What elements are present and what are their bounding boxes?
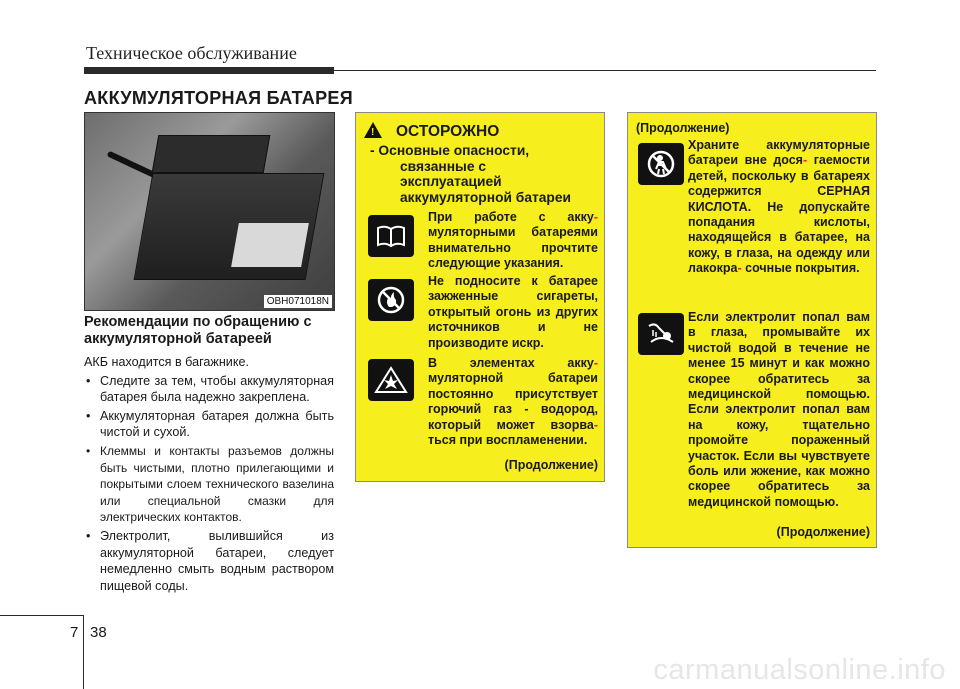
warning-subtitle-line: - Основные опасности, xyxy=(370,143,530,158)
warning-read-instructions xyxy=(428,210,598,272)
hyphen-mark: - xyxy=(593,417,598,432)
recommendations-intro: АКБ находится в багажнике. xyxy=(84,355,249,369)
header-rule xyxy=(334,70,876,71)
photo-battery-cover xyxy=(152,135,271,173)
text-fragment: гаемости детей, поскольку в батареях содержится СЕРНАЯ КИСЛОТА. Не допускайте попадания кислоты, находящейся в батарее, на кожу, в глаза, на одежду или лакокра xyxy=(688,153,870,276)
hyphen-mark: - xyxy=(802,153,808,168)
warning-electrolyte-contact: Если электролит попал вам в глаза, промывайте их чистой водой в течение не менее 15 минут и как можно скорее обратитесь за медицинской помощью. Если электролит попал вам на кожу, тщательно промойте пораженный участок. Если вы чувствуете боль или жжение, как можно скорее обратитесь за медицинской помощью. xyxy=(688,310,870,509)
warning-box-continued xyxy=(627,112,877,548)
footer-divider xyxy=(83,615,84,689)
continued-top-label: (Продолжение) xyxy=(636,121,730,135)
warning-no-fire: Не подносите к батарее зажженные сигареты, открытый огонь из других источников и не производите искр. xyxy=(428,274,598,350)
warning-subtitle-line: аккумуляторной батареи xyxy=(400,189,572,205)
hyphen-mark: - xyxy=(593,356,598,370)
list-item: • Следите за тем, чтобы аккумуляторная батарея была надежно закреплена. xyxy=(84,373,334,406)
list-item: • Электролит, вылившийся из аккумуляторной батареи, следует немедленно смыть водным раствором пищевой соды. xyxy=(84,528,334,594)
recommendations xyxy=(84,314,334,596)
warning-box-main xyxy=(355,112,605,482)
text-fragment: ться при воспламенении. xyxy=(428,433,588,448)
text-fragment: муляторными батареями внимательно прочтите следующие указания. xyxy=(428,225,598,271)
warning-subtitle-line: эксплуатацией xyxy=(400,174,502,189)
text-fragment: При работе с акку xyxy=(428,210,594,224)
no-children-icon xyxy=(638,143,684,185)
warning-header xyxy=(370,123,600,205)
watermark: carmanualsonline.info xyxy=(653,654,946,686)
warning-title: ОСТОРОЖНО xyxy=(396,123,500,140)
text-fragment: Храните аккумуляторные батареи вне дося xyxy=(688,138,870,168)
continued-label: (Продолжение) xyxy=(776,525,870,539)
footer-rule xyxy=(0,615,84,616)
continued-label: (Продолжение) xyxy=(504,458,598,472)
photo-caption: OBH071018N xyxy=(264,295,332,308)
photo-battery-label xyxy=(231,223,309,267)
warning-keep-away-children xyxy=(688,138,870,277)
recommendations-heading: Рекомендации по обращению с аккумуляторной батареей xyxy=(84,314,312,347)
header-bar xyxy=(84,67,334,74)
chapter-number: 7 xyxy=(70,624,79,641)
section-title: АККУМУЛЯТОРНАЯ БАТАРЕЯ xyxy=(84,88,353,108)
page-number: 38 xyxy=(90,624,107,641)
explosion-icon xyxy=(368,359,414,401)
text-fragment: В элементах акку xyxy=(428,356,594,370)
warning-subtitle-line: связанные с xyxy=(400,158,487,174)
book-icon xyxy=(368,215,414,257)
hyphen-mark: - xyxy=(593,210,598,224)
chapter-title: Техническое обслуживание xyxy=(86,43,297,63)
text-fragment: муляторной батареи постоянно присутствует горючий газ - водород, который может взорва xyxy=(428,371,598,432)
no-fire-icon xyxy=(368,279,414,321)
text-fragment: сочные покрытия. xyxy=(745,261,860,276)
warning-hydrogen-gas xyxy=(428,356,598,448)
eye-rinse-icon xyxy=(638,313,684,355)
recommendations-list xyxy=(84,373,334,595)
list-item: • Клеммы и контакты разъемов должны быть чистыми, плотно прилегающими и покрытыми слоем технического вазелина или специальной смазки для электрических контактов. xyxy=(84,443,334,526)
battery-photo xyxy=(84,112,335,311)
warning-exclamation-icon: ! xyxy=(371,127,375,138)
warning-subtitle xyxy=(370,143,600,205)
hyphen-mark: - xyxy=(737,261,742,276)
list-item: • Аккумуляторная батарея должна быть чистой и сухой. xyxy=(84,408,334,441)
